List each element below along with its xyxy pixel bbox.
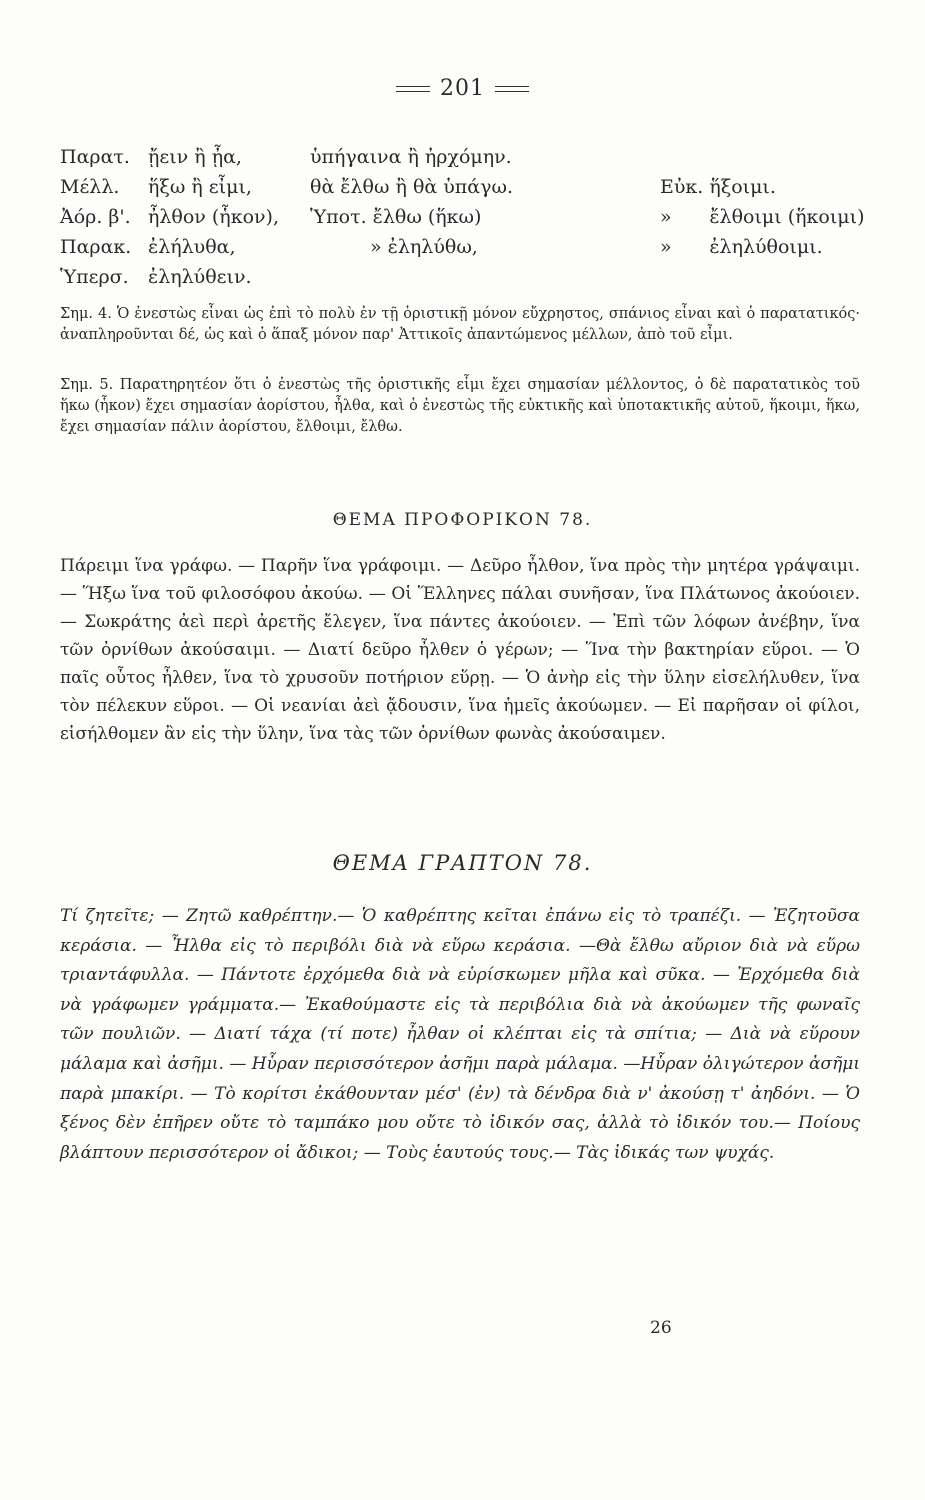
modern-form [310,266,660,296]
tense-form: ᾔειν ἢ ᾖα, [148,146,242,168]
mood-label [660,266,709,296]
tense-label: Παρακ. [60,236,132,258]
note-text: Σημ. 5. Παρατηρητέον ὅτι ὁ ἐνεστὼς τῆς ὁριστικῆς εἶμι ἔχει σημασίαν μέλλοντος, ὁ δὲ παρατατικὸς τοῦ ἥκω (ἧκον) ἔχει σημασίαν ἀορίστου, ἦλθα, καὶ ὁ ἐνεστὼς τῆς εὐκτικῆς καὶ ὑποτακτικῆς αὐτοῦ, ἥκοιμι, ἥκω, ἔχει σημασίαν πάλιν ἀορίστου, ἔλθοιμι, ἔλθω. [60,377,860,435]
table-row [60,236,865,266]
modern-form: Ὑποτ. ἔλθω (ἥκω) [310,206,482,228]
tense-form: ἥξω ἢ εἶμι, [148,176,252,198]
table-row [60,206,865,236]
tense-form: ἐληλύθειν. [148,266,252,288]
tense-form: ἦλθον (ἧκον), [148,206,280,228]
mood-label [660,146,709,176]
modern-form: θὰ ἔλθω ἢ θὰ ὑπάγω. [310,176,514,198]
table-row [60,146,865,176]
mood-form: ἐληλύθοιμι. [709,236,823,258]
note-4 [60,304,860,346]
conjugation-table [60,146,865,296]
modern-form: » ἐληλύθω, [370,236,478,258]
oral-exercise-title: ΘΕΜΑ ΠΡΟΦΟΡΙΚΟΝ 78. [332,510,593,530]
table-row [60,266,865,296]
header-rule-right [495,86,529,92]
written-exercise-title: ΘΕΜΑ ΓΡΑΠΤΟΝ 78. [332,851,593,875]
tense-label: Παρατ. [60,146,130,168]
mood-label: » [660,206,672,228]
header-rule-left [396,86,430,92]
mood-form: ἥξοιμι. [709,176,776,198]
note-text: Σημ. 4. Ὁ ἐνεστὼς εἶναι ὡς ἐπὶ τὸ πολὺ ἐν τῇ ὁριστικῇ μόνον εὔχρηστος, σπάνιος εἶναι καὶ ὁ παρατατικός· ἀναπληροῦνται δέ, ὡς καὶ ὁ ἅπαξ μόνον παρ' Ἀττικοῖς ἀπαντώμενος μέλλων, ἀπὸ τοῦ εἶμι. [60,306,860,343]
page-number: 201 [440,76,485,101]
tense-label: Ἀόρ. β'. [60,206,131,228]
page-header [0,76,925,101]
mood-label: » [660,236,672,258]
mood-label: Εὐκ. [660,176,704,198]
written-exercise-text: Τί ζητεῖτε; — Ζητῶ καθρέπτην.— Ὁ καθρέπτης κεῖται ἐπάνω εἰς τὸ τραπέζι. — Ἐζητοῦσα κεράσια. — Ἦλθα εἰς τὸ περιβόλι διὰ νὰ εὕρω κεράσια. —Θὰ ἔλθω αὔριον διὰ νὰ εὕρω τριαντάφυλλα. — Πάντοτε ἐρχόμεθα διὰ νὰ εὑρίσκωμεν μῆλα καὶ σῦκα. — Ἐρχόμεθα διὰ νὰ γράφωμεν γράμματα.— Ἐκαθούμαστε εἰς τὰ περιβόλια διὰ νὰ ἀκούωμεν τῆς φωναῖς τῶν πουλιῶν. — Διατί τάχα (τί ποτε) ἦλθαν οἱ κλέπται εἰς τὰ σπίτια; — Διὰ νὰ εὕρουν μάλαμα καὶ ἀσῆμι. — Ηὗραν περισσότερον ἀσῆμι παρὰ μάλαμα. —Ηὗραν ὀλιγώτερον ἀσῆμι παρὰ μπακίρι. — Τὸ κορίτσι ἐκάθουνταν μέσ' (ἐν) τὰ δένδρα διὰ ν' ἀκούσῃ τ' ἀηδόνι. — Ὁ ξένος δὲν ἐπῆρεν οὔτε τὸ ταμπάκο μου οὔτε τὸ ἰδικόν σας, ἀλλὰ τὸ ἰδικόν του.— Ποίους βλάπτουν περισσότερον οἱ ἄδικοι; — Τοὺς ἑαυτούς τους.— Τὰς ἰδικάς των ψυχάς. [60,906,860,1163]
mood-form [709,146,864,176]
tense-form: ἐλήλυθα, [148,236,236,258]
mood-form: ἔλθοιμι (ἥκοιμι) [709,206,865,228]
tense-label: Ὑπερσ. [60,266,129,288]
note-5 [60,375,860,438]
signature-mark: 26 [650,1318,672,1338]
mood-form [709,266,864,296]
tense-label: Μέλλ. [60,176,120,198]
table-row [60,176,865,206]
modern-form: ὑπήγαινα ἢ ἠρχόμην. [310,146,512,168]
oral-exercise-text: Πάρειμι ἵνα γράφω. — Παρῆν ἵνα γράφοιμι. — Δεῦρο ἦλθον, ἵνα πρὸς τὴν μητέρα γράψαιμι. — Ἥξω ἵνα τοῦ φιλοσόφου ἀκούω. — Οἱ Ἕλληνες πάλαι συνῆσαν, ἵνα Πλάτωνος ἀκούοιεν. — Σωκράτης ἀεὶ περὶ ἀρετῆς ἔλεγεν, ἵνα πάντες ἀκούοιεν. — Ἐπὶ τῶν λόφων ἀνέβην, ἵνα τῶν ὀρνίθων ἀκούσαιμι. — Διατί δεῦρο ἦλθεν ὁ γέρων; — Ἵνα τὴν βακτηρίαν εὕροι. — Ὁ παῖς οὗτος ἦλθεν, ἵνα τὸ χρυσοῦν ποτήριον εὕρῃ. — Ὁ ἀνὴρ εἰς τὴν ὕλην εἰσελήλυθεν, ἵνα τὸν πέλεκυν εὕροι. — Οἱ νεανίαι ἀεὶ ᾄδουσιν, ἵνα ἡμεῖς ἀκούωμεν. — Εἰ παρῆσαν οἱ φίλοι, εἰσήλθομεν ἂν εἰς τὴν ὕλην, ἵνα τὰς τῶν ὀρνίθων φωνὰς ἀκούσαιμεν. [60,556,860,744]
